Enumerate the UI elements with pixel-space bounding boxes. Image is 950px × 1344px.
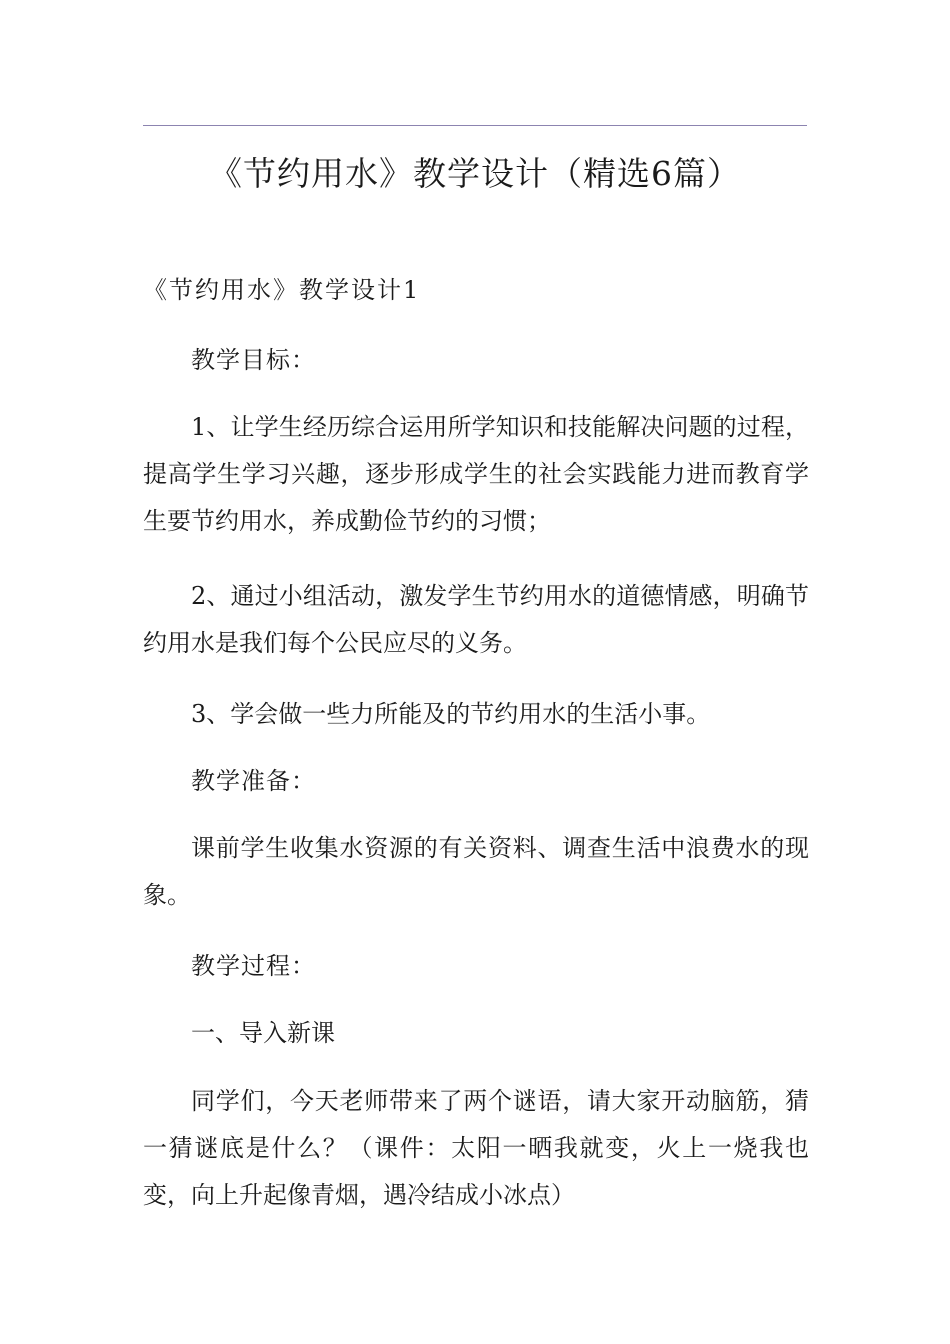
paragraph-goal-3: 3、学会做一些力所能及的节约用水的生活小事。 — [191, 700, 711, 728]
section-heading: 《节约用水》教学设计1 — [143, 276, 421, 304]
paragraph-goal-2: 2、通过小组活动，激发学生节约用水的道德情感，明确节约用水是我们每个公民应尽的义务。 — [143, 582, 809, 657]
paragraph-teaching-prep-label: 教学准备： — [191, 767, 316, 795]
header-rule — [143, 125, 807, 126]
paragraph-goal-1: 1、让学生经历综合运用所学知识和技能解决问题的过程，提高学生学习兴趣，逐步形成学生的社会实践能力进而教育学生要节约用水，养成勤俭节约的习惯； — [143, 413, 809, 535]
document-title: 《节约用水》教学设计（精选6篇） — [209, 154, 741, 193]
paragraph-riddle: 同学们，今天老师带来了两个谜语，请大家开动脑筋，猜一猜谜底是什么？（课件：太阳一晒我就变，火上一烧我也变，向上升起像青烟，遇冷结成小冰点） — [143, 1087, 809, 1209]
paragraph-teaching-goals-label: 教学目标： — [191, 346, 316, 374]
paragraph-prep-content: 课前学生收集水资源的有关资料、调查生活中浪费水的现象。 — [143, 834, 809, 909]
paragraph-intro-heading: 一、导入新课 — [191, 1019, 335, 1047]
paragraph-teaching-process-label: 教学过程： — [191, 952, 316, 980]
